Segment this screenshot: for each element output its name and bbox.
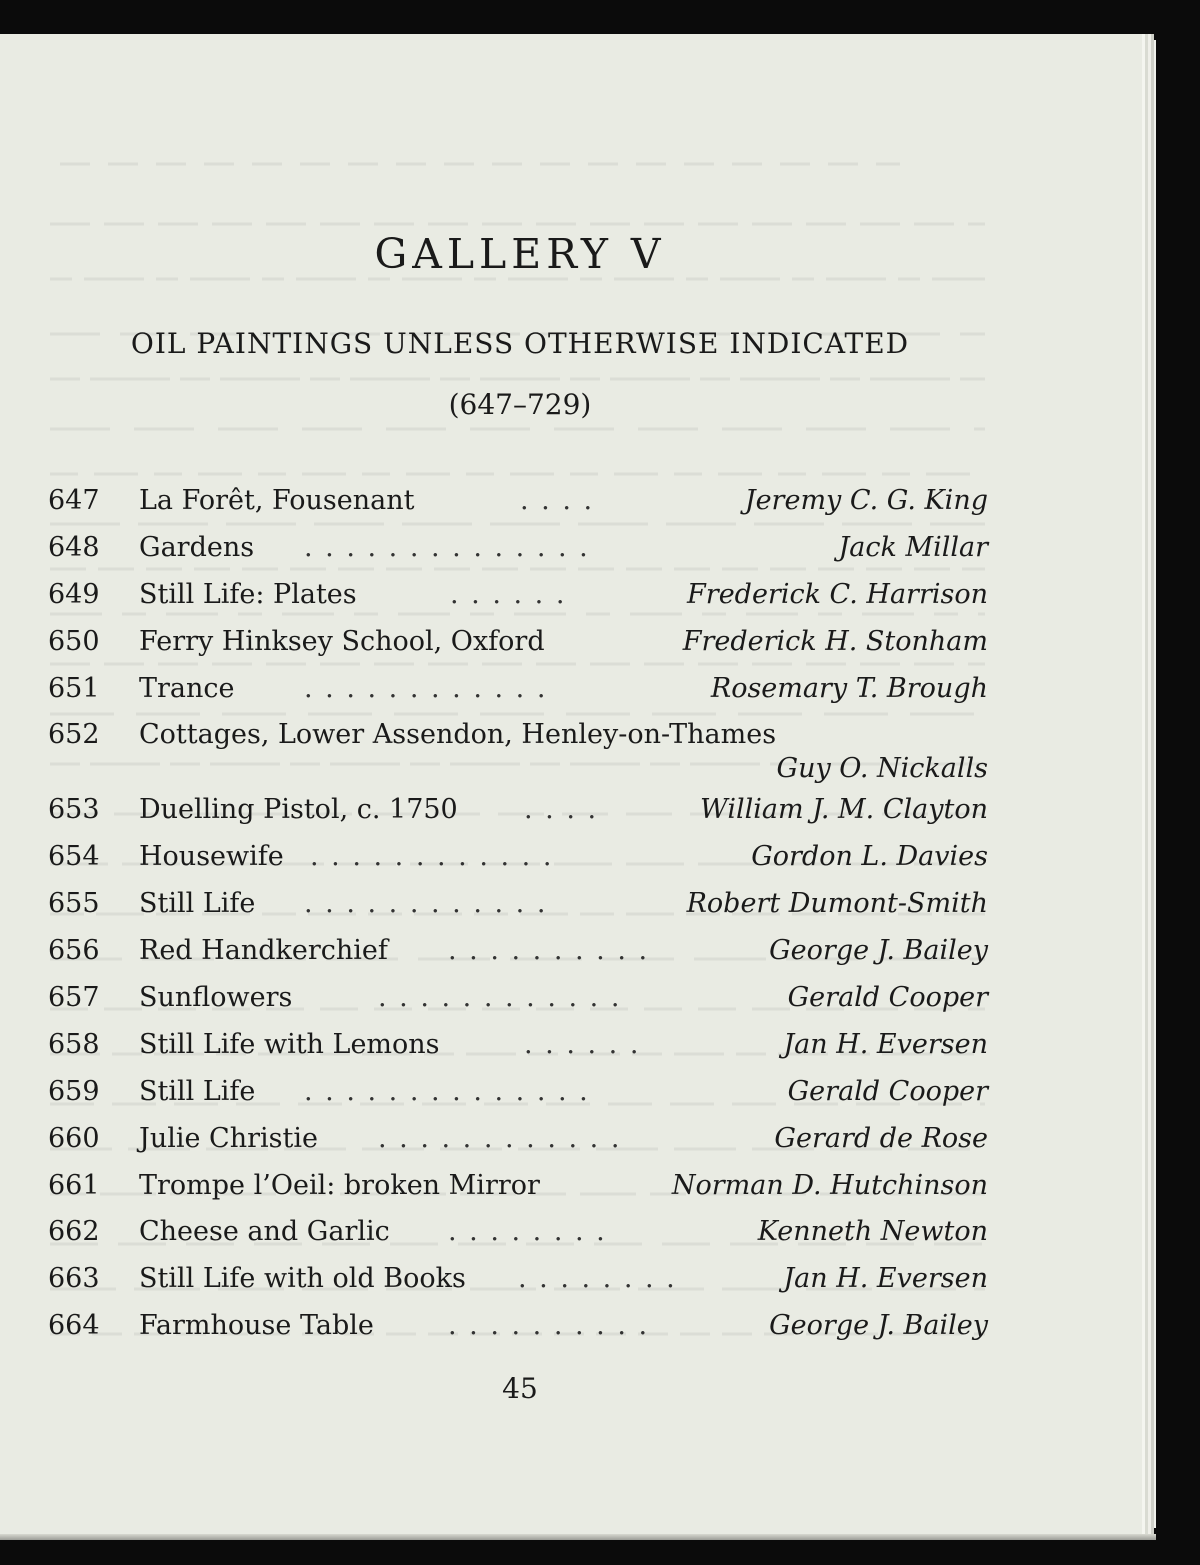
catalogue-entry bbox=[48, 1209, 988, 1256]
entry-number: 649 bbox=[48, 578, 100, 610]
entry-title: Duelling Pistol, c. 1750 bbox=[139, 794, 458, 826]
catalogue-entry bbox=[48, 1116, 988, 1163]
entry-title: Cottages, Lower Assendon, Henley-on-Thames bbox=[139, 719, 777, 751]
entry-number: 647 bbox=[48, 485, 100, 516]
catalogue-entry bbox=[48, 478, 988, 525]
catalogue-entry bbox=[48, 619, 988, 666]
entry-artist: Gerald Cooper bbox=[787, 1075, 988, 1107]
leader-dots: . . . . bbox=[524, 794, 599, 826]
entry-artist: Robert Dumont-Smith bbox=[686, 888, 988, 920]
entry-title: Ferry Hinksey School, Oxford bbox=[139, 625, 545, 657]
catalogue-entry bbox=[48, 928, 988, 975]
catalogue-range: (647–729) bbox=[448, 388, 592, 421]
leader-dots: . . . . . . bbox=[524, 1028, 641, 1060]
catalogue-entry bbox=[48, 1022, 988, 1069]
entry-number: 648 bbox=[48, 531, 100, 563]
entry-artist: George J. Bailey bbox=[769, 935, 988, 967]
catalogue-entry bbox=[48, 1256, 988, 1303]
catalogue-entry bbox=[48, 834, 988, 881]
entry-artist: Gerard de Rose bbox=[774, 1122, 988, 1154]
entry-artist: Gordon L. Davies bbox=[751, 841, 988, 873]
entry-number: 654 bbox=[48, 841, 100, 873]
leader-dots: . . . . . . . . . . . . bbox=[378, 1122, 622, 1154]
entry-artist: Frederick H. Stonham bbox=[682, 625, 988, 657]
catalogue-entry bbox=[48, 881, 988, 928]
leader-dots: . . . . . . bbox=[450, 578, 567, 610]
entry-number: 653 bbox=[48, 794, 100, 826]
entry-artist: William J. M. Clayton bbox=[700, 794, 988, 826]
entry-number: 657 bbox=[48, 982, 100, 1014]
catalogue-entry bbox=[48, 1163, 988, 1210]
entry-artist: Guy O. Nickalls bbox=[776, 753, 988, 785]
entry-artist: Jeremy C. G. King bbox=[744, 485, 988, 516]
catalogue-entry bbox=[48, 787, 988, 834]
catalogue-entry bbox=[48, 1069, 988, 1116]
catalogue-entry bbox=[48, 1303, 988, 1350]
entry-artist: Kenneth Newton bbox=[757, 1216, 988, 1248]
leader-dots: . . . . . . . . . . . . bbox=[378, 982, 622, 1014]
leader-dots: . . . . . . . . . . . . bbox=[310, 841, 554, 873]
entry-title: Still Life with old Books bbox=[139, 1263, 466, 1295]
entry-artist: George J. Bailey bbox=[769, 1310, 988, 1342]
catalogue-entries bbox=[48, 478, 988, 1350]
entry-title: La Forêt, Fousenant bbox=[139, 485, 415, 516]
leader-dots: . . . . . . . . . . . . bbox=[304, 672, 548, 704]
entry-number: 652 bbox=[48, 719, 100, 751]
leader-dots: . . . . . . . . . . . . . . bbox=[304, 1075, 590, 1107]
gallery-title: GALLERY V bbox=[374, 230, 666, 278]
entry-title: Julie Christie bbox=[139, 1122, 318, 1154]
entry-title: Housewife bbox=[139, 841, 284, 873]
entry-title: Gardens bbox=[139, 531, 255, 563]
leader-dots: . . . . . . . . . . . . . . bbox=[304, 531, 590, 563]
entry-title: Sunflowers bbox=[139, 982, 293, 1014]
catalogue-entry bbox=[48, 572, 988, 619]
entry-number: 659 bbox=[48, 1075, 100, 1107]
entry-number: 651 bbox=[48, 672, 100, 704]
catalogue-entry bbox=[48, 666, 988, 713]
entry-number: 660 bbox=[48, 1122, 100, 1154]
entry-title: Cheese and Garlic bbox=[139, 1216, 390, 1248]
entry-artist: Frederick C. Harrison bbox=[687, 578, 988, 610]
page-number: 45 bbox=[502, 1372, 538, 1405]
catalogue-entry bbox=[48, 712, 988, 787]
entry-number: 663 bbox=[48, 1263, 100, 1295]
leader-dots: . . . . bbox=[520, 485, 595, 516]
entry-number: 662 bbox=[48, 1216, 100, 1248]
entry-artist: Gerald Cooper bbox=[787, 982, 988, 1014]
entry-artist: Norman D. Hutchinson bbox=[671, 1169, 988, 1201]
entry-number: 655 bbox=[48, 888, 100, 920]
leader-dots: . . . . . . . . . . bbox=[448, 1310, 650, 1342]
entry-title: Trance bbox=[139, 672, 235, 704]
entry-title: Still Life bbox=[139, 888, 256, 920]
entry-number: 656 bbox=[48, 935, 100, 967]
entry-title: Trompe l’Oeil: broken Mirror bbox=[139, 1169, 540, 1201]
leader-dots: . . . . . . . . bbox=[448, 1216, 607, 1248]
entry-title: Still Life with Lemons bbox=[139, 1028, 440, 1060]
entry-artist: Jan H. Eversen bbox=[783, 1263, 988, 1295]
entry-title: Red Handkerchief bbox=[139, 935, 388, 967]
medium-subtitle: OIL PAINTINGS UNLESS OTHERWISE INDICATED bbox=[130, 327, 910, 360]
entry-artist: Jan H. Eversen bbox=[783, 1028, 988, 1060]
entry-number: 650 bbox=[48, 625, 100, 657]
leader-dots: . . . . . . . . . . . . bbox=[304, 888, 548, 920]
entry-number: 664 bbox=[48, 1310, 100, 1342]
leader-dots: . . . . . . . . bbox=[518, 1263, 677, 1295]
leader-dots: . . . . . . . . . . bbox=[448, 935, 650, 967]
catalogue-entry bbox=[48, 525, 988, 572]
entry-number: 661 bbox=[48, 1169, 100, 1201]
entry-title: Farmhouse Table bbox=[139, 1310, 374, 1342]
catalogue-entry bbox=[48, 975, 988, 1022]
entry-title: Still Life: Plates bbox=[139, 578, 357, 610]
entry-number: 658 bbox=[48, 1028, 100, 1060]
entry-artist: Rosemary T. Brough bbox=[710, 672, 988, 704]
entry-title: Still Life bbox=[139, 1075, 256, 1107]
entry-artist: Jack Millar bbox=[838, 531, 988, 563]
